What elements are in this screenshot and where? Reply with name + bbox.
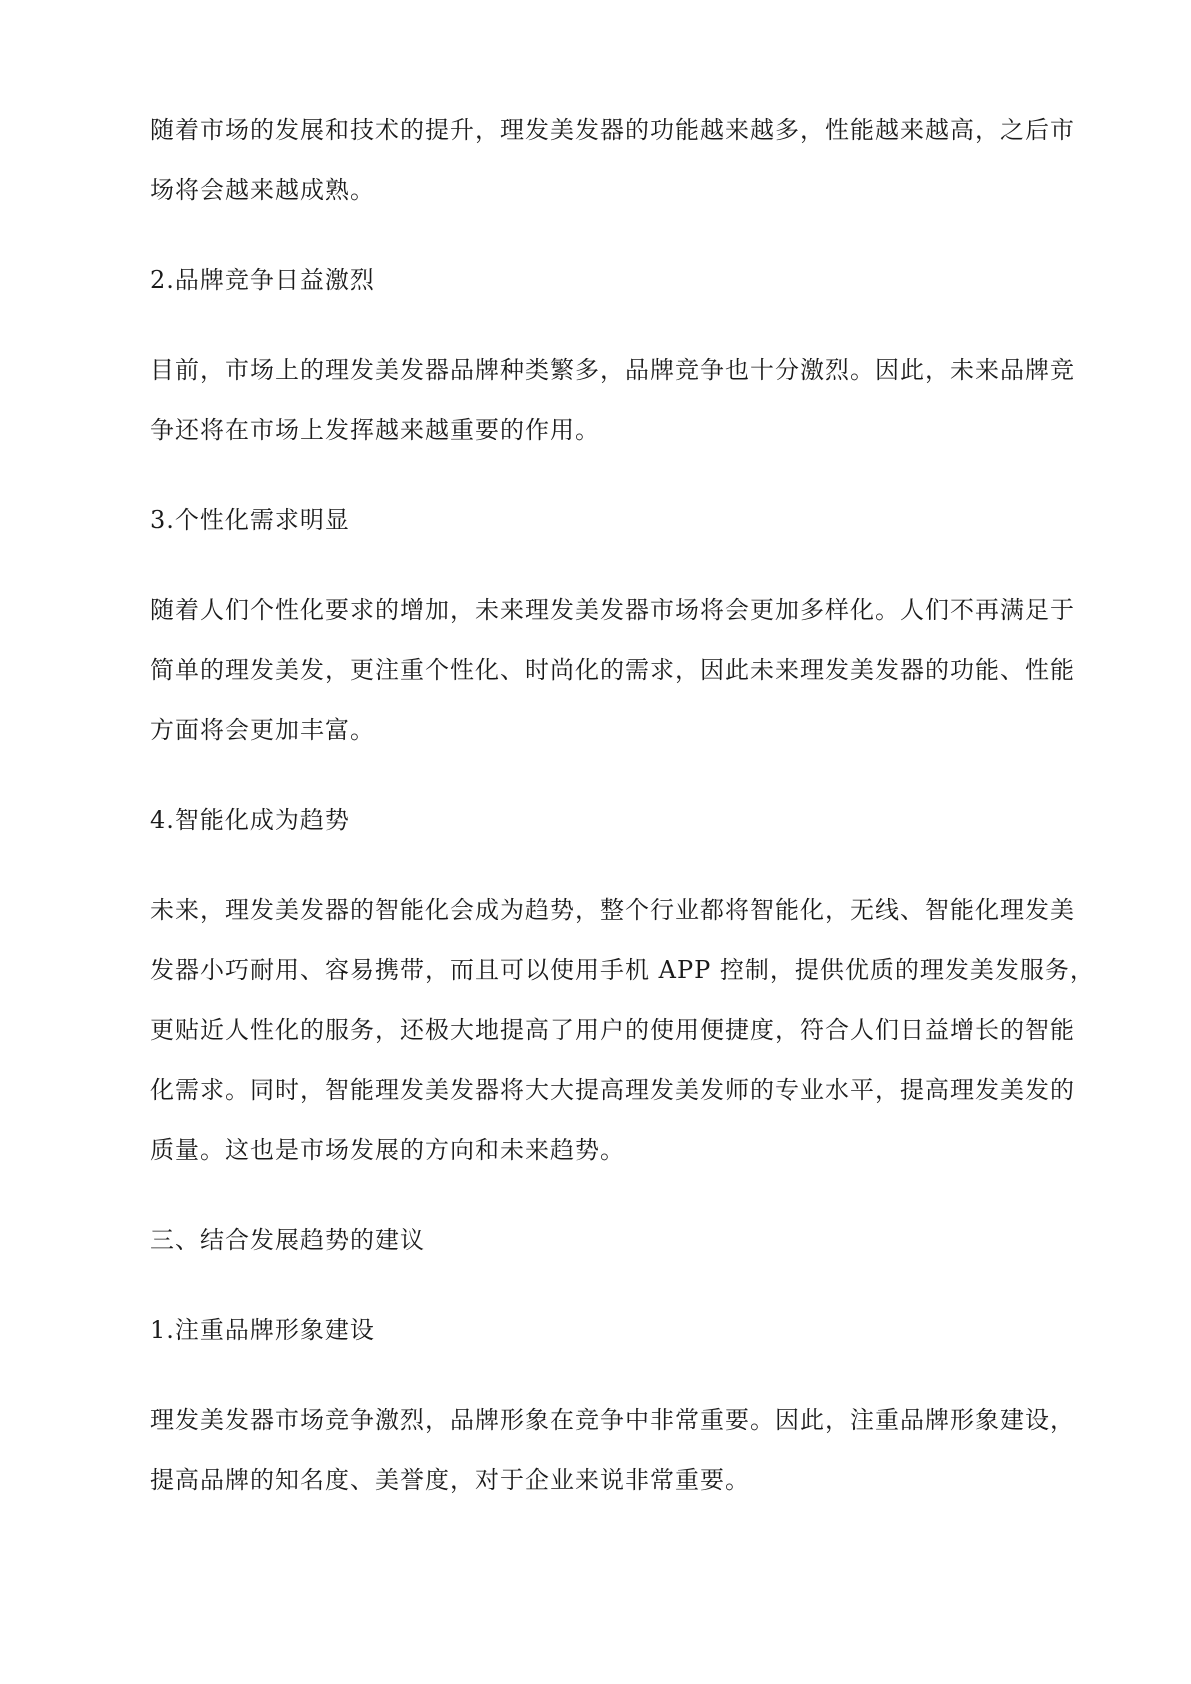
section-heading: 2.品牌竞争日益激烈	[150, 266, 375, 294]
paragraph-line: 场将会越来越成熟。	[150, 176, 375, 204]
section-heading: 4.智能化成为趋势	[150, 806, 350, 834]
paragraph-line: 更贴近人性化的服务，还极大地提高了用户的使用便捷度，符合人们日益增长的智能	[150, 1016, 1075, 1044]
paragraph-line: 目前，市场上的理发美发器品牌种类繁多，品牌竞争也十分激烈。因此，未来品牌竞	[150, 356, 1075, 384]
section-heading: 3.个性化需求明显	[150, 506, 350, 534]
section-heading: 1.注重品牌形象建设	[150, 1316, 375, 1344]
paragraph-line: 发器小巧耐用、容易携带，而且可以使用手机 APP 控制，提供优质的理发美发服务，	[150, 956, 1095, 984]
chapter-heading: 三、结合发展趋势的建议	[150, 1226, 425, 1254]
paragraph-line: 方面将会更加丰富。	[150, 716, 375, 744]
paragraph-line: 随着市场的发展和技术的提升，理发美发器的功能越来越多，性能越来越高，之后市	[150, 116, 1075, 144]
paragraph-line: 化需求。同时，智能理发美发器将大大提高理发美发师的专业水平，提高理发美发的	[150, 1076, 1075, 1104]
paragraph-line: 质量。这也是市场发展的方向和未来趋势。	[150, 1136, 625, 1164]
paragraph-line: 简单的理发美发，更注重个性化、时尚化的需求，因此未来理发美发器的功能、性能	[150, 656, 1075, 684]
paragraph-line: 理发美发器市场竞争激烈，品牌形象在竞争中非常重要。因此，注重品牌形象建设，	[150, 1406, 1075, 1434]
paragraph-line: 争还将在市场上发挥越来越重要的作用。	[150, 416, 600, 444]
paragraph-line: 随着人们个性化要求的增加，未来理发美发器市场将会更加多样化。人们不再满足于	[150, 596, 1075, 624]
paragraph-line: 提高品牌的知名度、美誉度，对于企业来说非常重要。	[150, 1466, 750, 1494]
paragraph-line: 未来，理发美发器的智能化会成为趋势，整个行业都将智能化，无线、智能化理发美	[150, 896, 1075, 924]
